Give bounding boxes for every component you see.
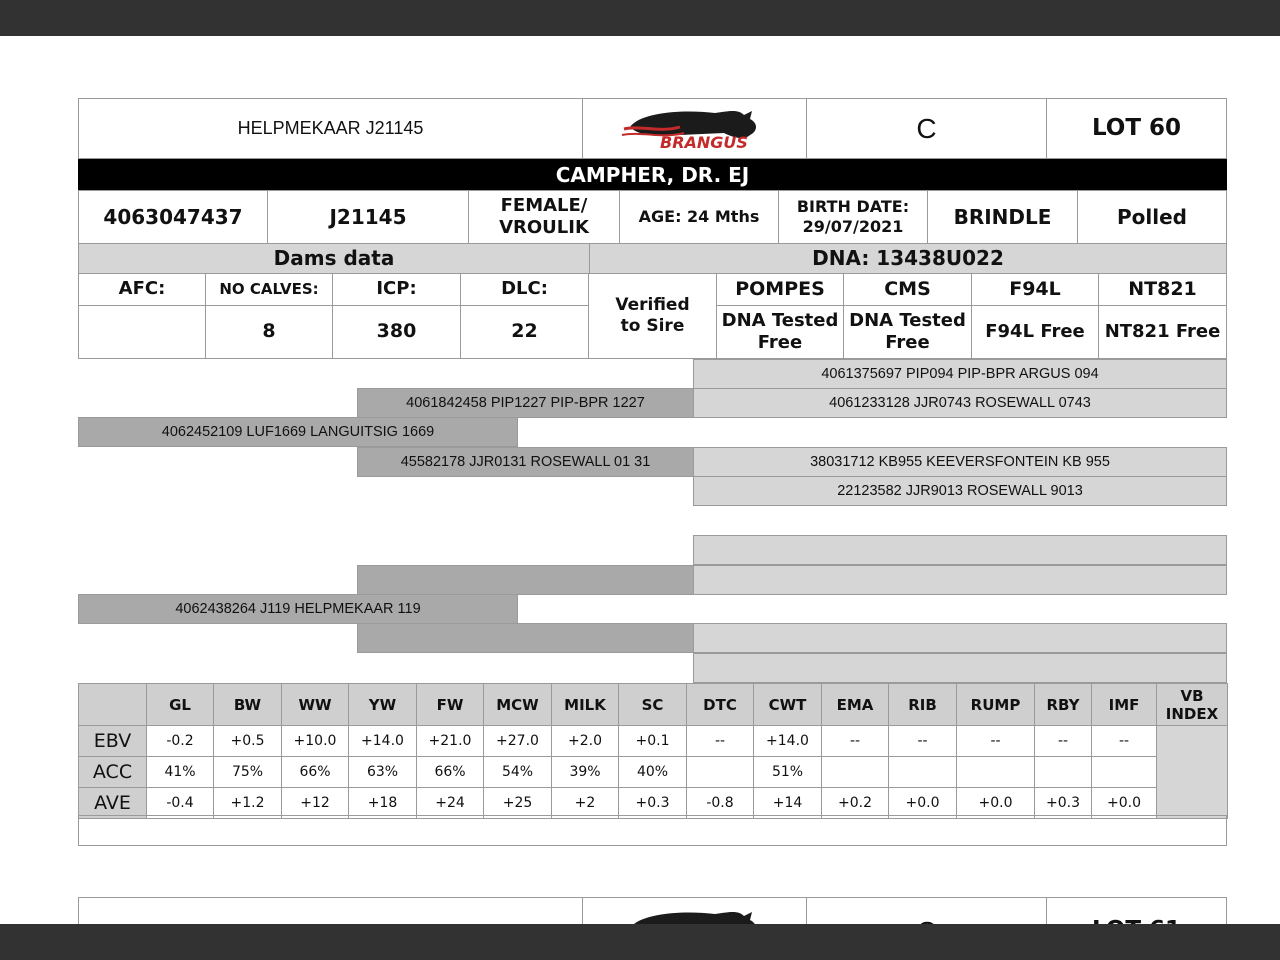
dna-number: DNA: 13438U022 [589,243,1227,274]
ebv-cell: -- [1035,726,1092,757]
ave-cell: +12 [282,788,349,819]
comments-row [78,815,1227,846]
brangus-logo [582,98,807,159]
pedigree-sire-sire-dam: 4061233128 JJR0743 ROSEWALL 0743 [693,388,1227,418]
col-mcw: MCW [484,684,552,726]
ebv-header-row [79,684,1228,726]
col-imf: IMF [1092,684,1157,726]
col-ema: EMA [822,684,889,726]
ave-cell: +1.2 [214,788,282,819]
ave-cell: -0.8 [687,788,754,819]
ebv-cell: +21.0 [417,726,484,757]
acc-row [79,757,1228,788]
grade-letter: C [806,98,1047,159]
pedigree-dam-sire-dam [693,565,1227,595]
pedigree-dam-sire [357,565,694,595]
col-rump: RUMP [957,684,1035,726]
lot-number: LOT 60 [1046,98,1227,159]
ebv-cell: +2.0 [552,726,619,757]
col-milk: MILK [552,684,619,726]
ebv-row [79,726,1228,757]
col-bw: BW [214,684,282,726]
col-gl: GL [147,684,214,726]
col-ww: WW [282,684,349,726]
acc-cell: 39% [552,757,619,788]
ave-cell: +18 [349,788,417,819]
ave-cell: +0.3 [619,788,687,819]
row-label-ebv: EBV [79,726,147,757]
ebv-cell: -- [1092,726,1157,757]
ebv-cell: -- [687,726,754,757]
verified-to-sire: Verified to Sire [588,273,717,359]
pedigree-sire-dam-sire: 38031712 KB955 KEEVERSFONTEIN KB 955 [693,447,1227,477]
ave-cell: +0.0 [1092,788,1157,819]
ave-cell: +0.3 [1035,788,1092,819]
acc-cell: 66% [282,757,349,788]
ave-cell: +2 [552,788,619,819]
col-rby: RBY [1035,684,1092,726]
ebv-cell: -- [822,726,889,757]
acc-cell: 41% [147,757,214,788]
birth-date-label: BIRTH DATE: [796,197,910,216]
test-cms-result: DNA Tested Free [843,305,972,359]
afc-label: AFC: [78,273,206,306]
ebv-cell: -- [889,726,957,757]
col-dtc: DTC [687,684,754,726]
bull-logo-icon [620,107,770,151]
row-label-ave: AVE [79,788,147,819]
pedigree-dam-dam-sire [693,623,1227,653]
icp-value: 380 [332,305,461,359]
ave-cell: +14 [754,788,822,819]
test-nt821-result: NT821 Free [1098,305,1227,359]
pedigree-sire-dam-dam: 22123582 JJR9013 ROSEWALL 9013 [693,476,1227,506]
dams-data-title: Dams data [78,243,590,274]
ave-cell: -0.4 [147,788,214,819]
ebv-cell: +10.0 [282,726,349,757]
acc-cell [822,757,889,788]
ebv-table [78,683,1228,819]
pedigree-dam-dam-dam [693,653,1227,683]
birth-date-value: 29/07/2021 [802,217,904,236]
pedigree-dam-dam [357,623,694,653]
ebv-cell: +0.1 [619,726,687,757]
col-vb-index: VB INDEX [1157,684,1228,726]
pedigree-sire-sire: 4061842458 PIP1227 PIP-BPR 1227 [357,388,694,418]
acc-cell [889,757,957,788]
colour: BRINDLE [927,190,1078,244]
pedigree-dam-sire-sire [693,535,1227,565]
ebv-cell: -- [957,726,1035,757]
acc-cell: 75% [214,757,282,788]
col-cwt: CWT [754,684,822,726]
acc-cell: 63% [349,757,417,788]
dlc-value: 22 [460,305,589,359]
col-fw: FW [417,684,484,726]
dlc-label: DLC: [460,273,589,306]
ave-cell: +25 [484,788,552,819]
icp-label: ICP: [332,273,461,306]
corner-cell [79,684,147,726]
registration-number: 4063047437 [78,190,268,244]
acc-cell: 54% [484,757,552,788]
breeder-name: CAMPHER, DR. EJ [78,159,1227,191]
col-yw: YW [349,684,417,726]
pedigree-sire-dam: 45582178 JJR0131 ROSEWALL 01 31 [357,447,694,477]
ave-cell: +0.2 [822,788,889,819]
ebv-cell: +14.0 [349,726,417,757]
vb-index-value [1157,726,1228,819]
test-pompes-label: POMPES [716,273,844,306]
ebv-cell: -0.2 [147,726,214,757]
animal-id: J21145 [267,190,469,244]
calves-value: 8 [205,305,333,359]
pedigree-dam: 4062438264 J119 HELPMEKAAR 119 [78,594,518,624]
ebv-cell: +14.0 [754,726,822,757]
col-sc: SC [619,684,687,726]
acc-cell [957,757,1035,788]
viewer-bottom-bar [0,924,1280,960]
sex: FEMALE/ VROULIK [468,190,620,244]
acc-cell: 40% [619,757,687,788]
age: AGE: 24 Mths [619,190,779,244]
test-nt821-label: NT821 [1098,273,1227,306]
ebv-cell: +0.5 [214,726,282,757]
pedigree-sire: 4062452109 LUF1669 LANGUITSIG 1669 [78,417,518,447]
acc-cell [687,757,754,788]
calves-label: NO CALVES: [205,273,333,306]
col-rib: RIB [889,684,957,726]
ave-cell: +0.0 [889,788,957,819]
row-label-acc: ACC [79,757,147,788]
afc-value [78,305,206,359]
ave-cell: +0.0 [957,788,1035,819]
test-f94l-label: F94L [971,273,1099,306]
acc-cell: 51% [754,757,822,788]
horn-status: Polled [1077,190,1227,244]
acc-cell: 66% [417,757,484,788]
test-cms-label: CMS [843,273,972,306]
test-pompes-result: DNA Tested Free [716,305,844,359]
acc-cell [1092,757,1157,788]
acc-cell [1035,757,1092,788]
ave-cell: +24 [417,788,484,819]
ave-row [79,788,1228,819]
pedigree-sire-sire-sire: 4061375697 PIP094 PIP-BPR ARGUS 094 [693,359,1227,389]
svg-text:BRANGUS: BRANGUS [659,132,748,151]
animal-name: HELPMEKAAR J21145 [78,98,583,159]
birth-date [778,190,928,244]
ebv-cell: +27.0 [484,726,552,757]
test-f94l-result: F94L Free [971,305,1099,359]
